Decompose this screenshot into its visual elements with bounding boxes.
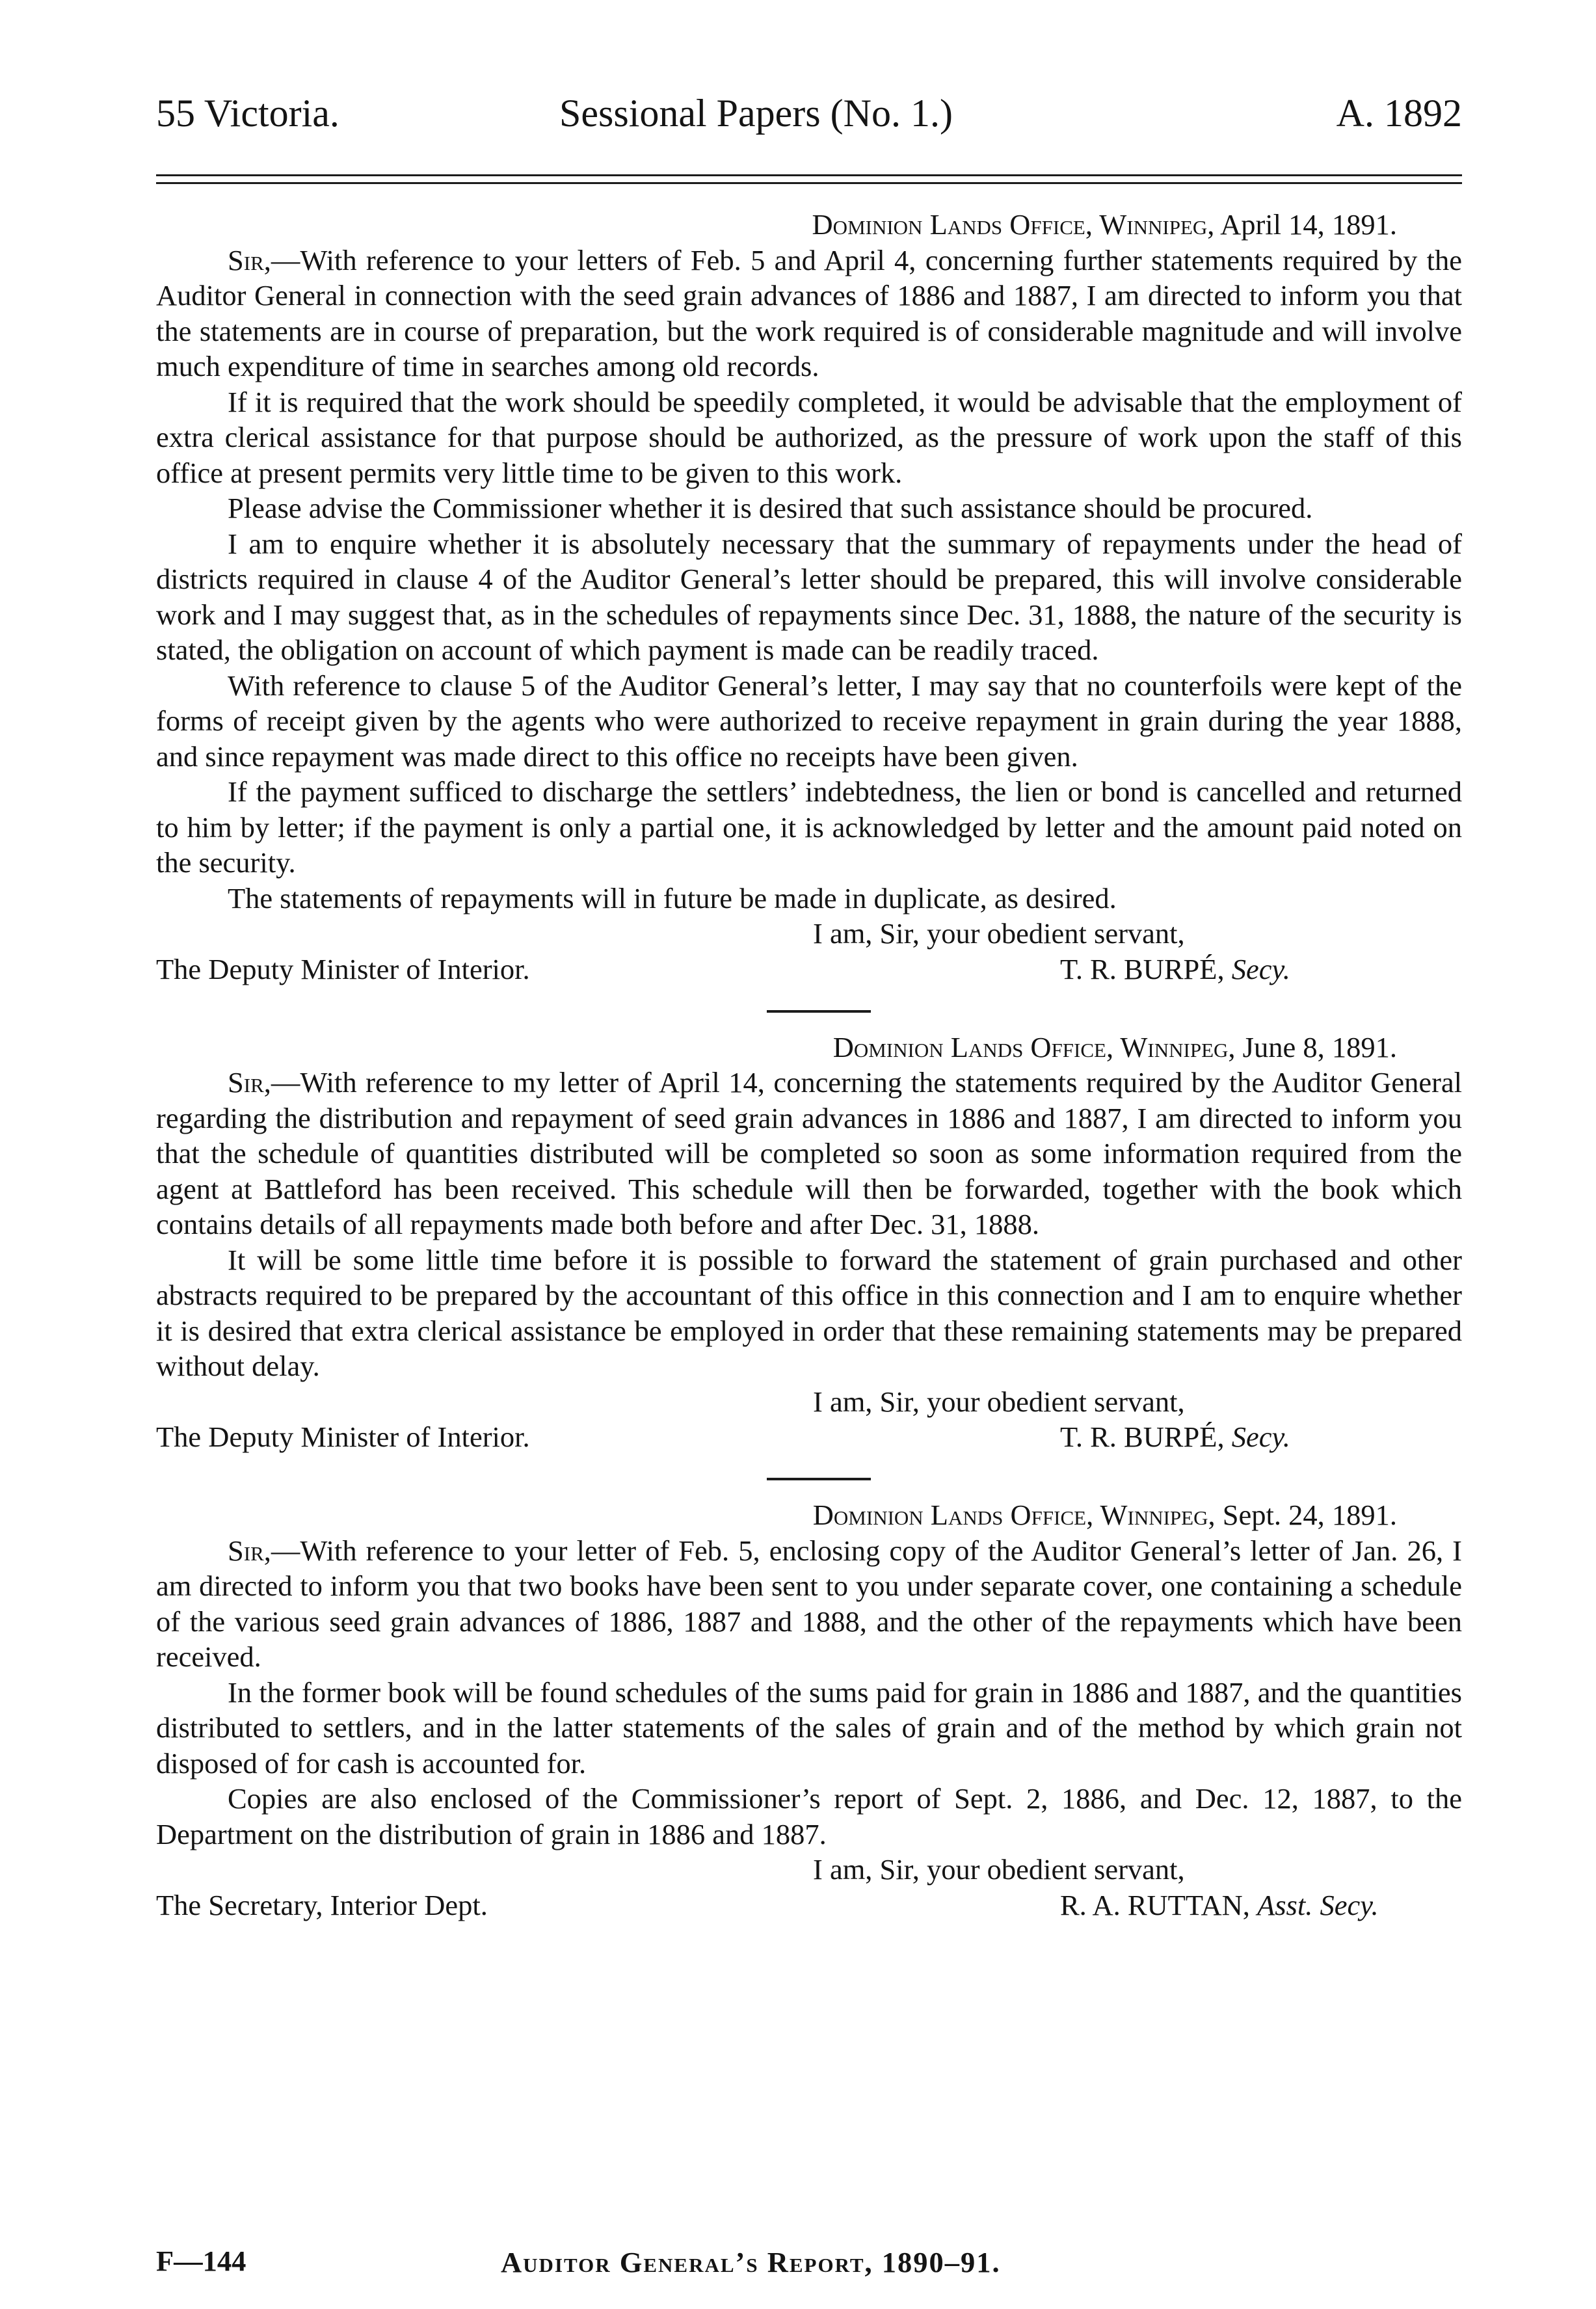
footer-title: Auditor General’s Report, 1890–91.	[501, 2246, 1001, 2278]
signature: T. R. BURPÉ, Secy.	[1060, 952, 1290, 985]
header-year: A. 1892	[1336, 92, 1462, 135]
letter-1	[156, 207, 1462, 988]
dateline	[156, 207, 1462, 243]
footer-page-number: F—144	[156, 2245, 246, 2277]
signature-row	[156, 952, 1462, 988]
addressee: The Deputy Minister of Interior.	[156, 952, 530, 985]
paragraph: If it is required that the work should be speedily completed, it would be advisable that the employment of extra clerical assistance for that purpose should be authorized, as the pressure of work upon the staff of this office at present permits very little time to be given to this work.	[156, 385, 1462, 489]
paragraph: Sir,—With reference to your letter of Feb. 5, enclosing copy of the Auditor General’s letter of Jan. 26, I am directed to inform you that two books have been sent to you under separate cover, one containing a schedule of the various seed grain advances of 1886, 1887 and 1888, and the other of the repayments which have been received.	[156, 1534, 1462, 1673]
letters-container	[156, 207, 1462, 1924]
addressee: The Secretary, Interior Dept.	[156, 1888, 488, 1921]
dateline-office: Dominion Lands Office, Winnipeg,	[812, 208, 1215, 241]
header-volume: 55 Victoria.	[156, 92, 339, 135]
addressee: The Deputy Minister of Interior.	[156, 1421, 530, 1453]
document-page	[156, 91, 1462, 2278]
closing: I am, Sir, your obedient servant,	[813, 1385, 1185, 1418]
salutation: Sir,	[228, 1534, 271, 1567]
letter-separator	[767, 1010, 871, 1013]
paragraph: The statements of repayments will in future be made in duplicate, as desired.	[228, 881, 1117, 914]
closing: I am, Sir, your obedient servant,	[813, 1853, 1185, 1886]
paragraph: With reference to clause 5 of the Auditor General’s letter, I may say that no counterfoils were kept of the forms of receipt given by the agents who were authorized to receive repayment in grain during the year 1888, and since repayment was made direct to this office no receipts have been given.	[156, 669, 1462, 773]
paragraph: Sir,—With reference to my letter of April 14, concerning the statements required by the Auditor General regarding the distribution and repayment of seed grain advances in 1886 and 1887, I am directed to inform you that the schedule of quantities distributed will be completed so soon as some information required from the agent at Battleford has been received. This schedule will then be forwarded, together with the book which contains details of all repayments made both before and after Dec. 31, 1888.	[156, 1066, 1462, 1240]
header-title: Sessional Papers (No. 1.)	[559, 92, 953, 135]
header-rule-top	[156, 174, 1462, 176]
header-rule-bottom	[156, 182, 1462, 184]
paragraph: If the payment sufficed to discharge the settlers’ indebtedness, the lien or bond is cancelled and returned to him by letter; if the payment is only a partial one, it is acknowledged by letter and the amount paid noted on the security.	[156, 775, 1462, 879]
paragraph: Please advise the Commissioner whether it is desired that such assistance should be procured.	[228, 492, 1313, 524]
letter-3	[156, 1497, 1462, 1924]
salutation: Sir,	[228, 243, 271, 276]
letter-separator	[767, 1478, 871, 1480]
signature: T. R. BURPÉ, Secy.	[1060, 1421, 1290, 1453]
paragraph: In the former book will be found schedules of the sums paid for grain in 1886 and 1887, and the quantities distributed to settlers, and in the latter statements of the sales of grain and of the method by which grain not disposed of for cash is accounted for.	[156, 1675, 1462, 1780]
paragraph: It will be some little time before it is possible to forward the statement of grain purchased and other abstracts required to be prepared by the accountant of this office in this connection and I am to enquire whether it is desired that extra clerical assistance be employed in order that these remaining statements may be prepared without delay.	[156, 1243, 1462, 1382]
salutation: Sir,	[228, 1066, 271, 1099]
dateline	[156, 1030, 1462, 1065]
dateline-date: April 14, 1891.	[1220, 208, 1397, 241]
closing: I am, Sir, your obedient servant,	[813, 917, 1185, 950]
paragraph: I am to enquire whether it is absolutely necessary that the summary of repayments under the head of districts required in clause 4 of the Auditor General’s letter should be prepared, this will involve considerable work and I may suggest that, as in the schedules of repayments since Dec. 31, 1888, the nature of the security is stated, the obligation on account of which payment is made can be readily traced.	[156, 527, 1462, 666]
letter-2	[156, 1030, 1462, 1456]
paragraph: Copies are also enclosed of the Commissioner’s report of Sept. 2, 1886, and Dec. 12, 1887, to the Department on the distribution of grain in 1886 and 1887.	[156, 1782, 1462, 1850]
dateline-date: Sept. 24, 1891.	[1222, 1499, 1397, 1531]
paragraph: Sir,—With reference to your letters of Feb. 5 and April 4, concerning further statements required by the Auditor General in connection with the seed grain advances of 1886 and 1887, I am directed to inform you that the statements are in course of preparation, but the work required is of considerable magnitude and will involve much expenditure of time in searches among old records.	[156, 243, 1462, 382]
dateline-office: Dominion Lands Office, Winnipeg,	[832, 1030, 1236, 1063]
dateline-date: June 8, 1891.	[1242, 1030, 1397, 1063]
running-header	[156, 91, 1462, 153]
signature-row	[156, 1419, 1462, 1456]
signature-row	[156, 1888, 1462, 1924]
dateline-office: Dominion Lands Office, Winnipeg,	[812, 1499, 1216, 1531]
dateline	[156, 1497, 1462, 1533]
signature: R. A. RUTTAN, Asst. Secy.	[1060, 1888, 1379, 1921]
